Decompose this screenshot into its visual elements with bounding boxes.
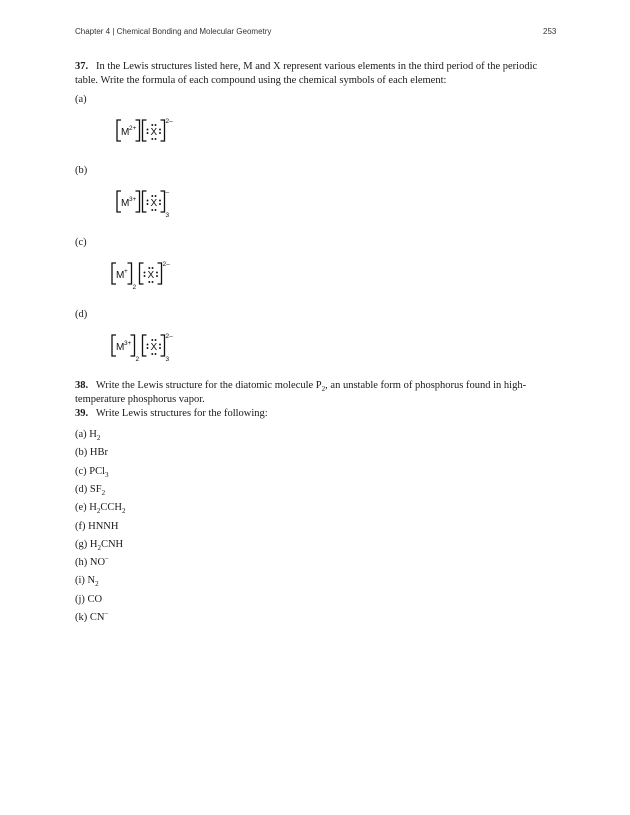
list-item bbox=[75, 574, 99, 588]
lewis-structure bbox=[112, 331, 192, 368]
electron-dot bbox=[144, 275, 146, 277]
electron-dot bbox=[151, 353, 153, 355]
electron-dot bbox=[159, 132, 161, 134]
list-item bbox=[75, 611, 108, 625]
electron-dot bbox=[159, 347, 161, 349]
cation-symbol: M bbox=[121, 198, 130, 209]
question-37 bbox=[75, 60, 560, 88]
electron-dot bbox=[159, 203, 161, 205]
anion-charge: 2– bbox=[162, 261, 170, 268]
lewis-structure bbox=[117, 187, 197, 224]
electron-dot bbox=[147, 347, 149, 349]
electron-dot bbox=[147, 200, 149, 202]
formula-text: CO bbox=[87, 593, 103, 605]
electron-dot bbox=[155, 195, 157, 197]
bracket-right bbox=[128, 263, 132, 284]
electron-dot bbox=[151, 209, 153, 211]
electron-dot bbox=[155, 138, 157, 140]
part-label: (d) bbox=[75, 309, 88, 320]
formula-text: N bbox=[87, 575, 96, 587]
subscript: 2 bbox=[321, 385, 326, 394]
electron-dot bbox=[147, 344, 149, 346]
cation-charge: 2+ bbox=[129, 125, 137, 132]
electron-dot bbox=[156, 275, 158, 277]
electron-dot bbox=[144, 272, 146, 274]
item-label: (a) bbox=[75, 429, 90, 440]
question-text: Write Lewis structures for the following: bbox=[95, 408, 268, 419]
anion-symbol: X bbox=[150, 127, 158, 138]
bracket-right bbox=[158, 263, 162, 284]
superscript: – bbox=[105, 554, 109, 563]
list-item bbox=[75, 483, 105, 497]
electron-dot bbox=[155, 339, 157, 341]
anion-charge: – bbox=[165, 189, 170, 196]
item-label: (i) bbox=[75, 575, 88, 587]
question-38 bbox=[75, 379, 545, 407]
list-item bbox=[75, 593, 102, 607]
cation-subscript: 2 bbox=[135, 356, 140, 363]
electron-dot bbox=[155, 124, 157, 126]
list-item bbox=[75, 556, 109, 570]
question-text: Write the Lewis structure for the diatomic molecule P bbox=[95, 380, 322, 391]
electron-dot bbox=[151, 339, 153, 341]
list-item bbox=[75, 538, 123, 552]
anion-symbol: X bbox=[150, 342, 158, 353]
formula-text: H bbox=[89, 429, 97, 440]
question-text: In the Lewis structures listed here, M and X represent various elements in the third period of the periodic table. Write the formula of each compound using the chemical symbols of each element: bbox=[75, 61, 538, 86]
anion-symbol: X bbox=[150, 198, 158, 209]
list-item bbox=[75, 520, 118, 534]
list-item bbox=[75, 428, 100, 442]
page-number: 253 bbox=[543, 27, 557, 36]
part-label: (a) bbox=[75, 94, 87, 105]
item-label: (k) bbox=[75, 612, 90, 623]
item-label: (d) bbox=[75, 483, 90, 495]
subscript: 2 bbox=[96, 507, 101, 516]
formula-text: HNNH bbox=[88, 520, 119, 532]
list-item bbox=[75, 465, 109, 479]
electron-dot bbox=[152, 281, 154, 283]
electron-dot bbox=[159, 200, 161, 202]
electron-dot bbox=[147, 132, 149, 134]
bracket-left bbox=[143, 120, 147, 141]
anion-charge: 2– bbox=[165, 333, 173, 340]
question-39 bbox=[75, 407, 545, 421]
part-label: (c) bbox=[75, 237, 87, 248]
electron-dot bbox=[155, 353, 157, 355]
formula-text: CCH bbox=[100, 502, 122, 514]
electron-dot bbox=[148, 281, 150, 283]
subscript: 2 bbox=[97, 543, 101, 552]
item-label: (h) bbox=[75, 557, 90, 569]
cation-symbol: M bbox=[116, 270, 125, 281]
electron-dot bbox=[148, 267, 150, 269]
item-label: (f) bbox=[75, 520, 89, 532]
bracket-left bbox=[143, 191, 147, 212]
question-number: 37. bbox=[75, 61, 89, 72]
cation-charge: + bbox=[124, 268, 128, 275]
item-label: (c) bbox=[75, 465, 90, 477]
electron-dot bbox=[155, 209, 157, 211]
bracket-left bbox=[143, 335, 147, 356]
cation-symbol: M bbox=[121, 127, 130, 138]
cation-charge: 3+ bbox=[124, 340, 132, 347]
superscript: – bbox=[104, 609, 108, 618]
cation-subscript: 2 bbox=[132, 284, 137, 291]
list-item bbox=[75, 501, 125, 515]
subscript: 2 bbox=[95, 580, 99, 589]
subscript: 2 bbox=[96, 434, 101, 443]
lewis-structure bbox=[117, 116, 197, 153]
cation-charge: 3+ bbox=[129, 196, 137, 203]
electron-dot bbox=[152, 267, 154, 269]
anion-charge: 2– bbox=[165, 118, 173, 125]
formula-text: PCl bbox=[89, 465, 106, 477]
bracket-right bbox=[161, 120, 165, 141]
question-number: 39. bbox=[75, 408, 89, 419]
lewis-structure bbox=[112, 259, 192, 296]
question-text-cont: , an unstable form of phosphorus found in high-temperature phosphorus vapor. bbox=[75, 380, 527, 405]
cation-symbol: M bbox=[116, 342, 125, 353]
item-label: (e) bbox=[75, 502, 90, 514]
electron-dot bbox=[159, 344, 161, 346]
electron-dot bbox=[159, 129, 161, 131]
formula-text: SF bbox=[89, 483, 102, 495]
running-header: Chapter 4 | Chemical Bonding and Molecular Geometry bbox=[75, 27, 272, 36]
subscript: 2 bbox=[101, 488, 106, 497]
bracket-left bbox=[140, 263, 144, 284]
bracket-right bbox=[161, 335, 165, 356]
formula-text: H bbox=[89, 502, 97, 514]
electron-dot bbox=[151, 124, 153, 126]
item-label: (g) bbox=[75, 538, 90, 550]
item-label: (j) bbox=[75, 593, 88, 605]
item-label: (b) bbox=[75, 447, 90, 459]
electron-dot bbox=[156, 272, 158, 274]
formula-text: H bbox=[89, 538, 98, 550]
part-label: (b) bbox=[75, 165, 88, 176]
subscript: 3 bbox=[105, 470, 109, 479]
electron-dot bbox=[147, 203, 149, 205]
anion-subscript: 3 bbox=[165, 212, 170, 219]
electron-dot bbox=[147, 129, 149, 131]
subscript: 2 bbox=[121, 507, 126, 516]
electron-dot bbox=[151, 195, 153, 197]
anion-subscript: 3 bbox=[165, 356, 170, 363]
formula-text: NO bbox=[89, 557, 106, 569]
formula-text: CN bbox=[89, 612, 105, 623]
anion-symbol: X bbox=[147, 270, 155, 281]
bracket-right bbox=[161, 191, 165, 212]
formula-text: CNH bbox=[100, 538, 124, 550]
formula-text: HBr bbox=[89, 447, 108, 459]
list-item bbox=[75, 446, 108, 460]
electron-dot bbox=[151, 138, 153, 140]
question-number: 38. bbox=[75, 380, 89, 391]
